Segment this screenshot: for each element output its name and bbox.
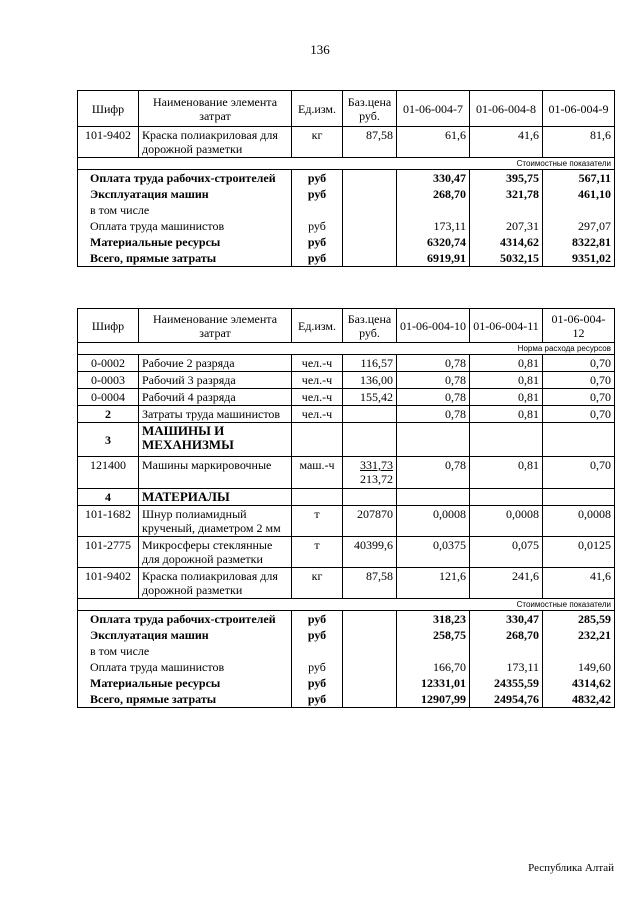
row-code: 0-0002 — [78, 355, 139, 372]
summary-block-1 — [78, 170, 615, 267]
table-row — [78, 457, 615, 489]
row-name: Краска полиакриловая для дорожной разметки — [139, 127, 292, 158]
summary-v2: 24355,59 — [470, 675, 543, 691]
summary-v1: 173,11 — [397, 218, 470, 234]
resource-table-2 — [77, 308, 615, 708]
header-col-2: 01-06-004-8 — [470, 91, 543, 127]
row-v1: 0,78 — [397, 406, 470, 423]
summary-label: Материальные ресурсы — [78, 234, 292, 250]
row-v1: 0,78 — [397, 457, 470, 489]
row-v2: 0,81 — [470, 457, 543, 489]
summary-v2: 321,78 — [470, 186, 543, 202]
summary-unit: руб — [292, 250, 343, 267]
row-code: 121400 — [78, 457, 139, 489]
summary-unit: руб — [292, 170, 343, 187]
header-code: Шифр — [78, 91, 139, 127]
summary-v3: 232,21 — [543, 627, 615, 643]
summary-v1: 268,70 — [397, 186, 470, 202]
section-heading: МАШИНЫ И МЕХАНИЗМЫ — [139, 423, 292, 457]
row-price: 136,00 — [343, 372, 397, 389]
summary-unit: руб — [292, 218, 343, 234]
row-v3: 0,0125 — [543, 537, 615, 568]
summary-v2: 395,75 — [470, 170, 543, 187]
table-row — [78, 537, 615, 568]
row-unit: чел.-ч — [292, 389, 343, 406]
header-code: Шифр — [78, 309, 139, 343]
summary-v3: 297,07 — [543, 218, 615, 234]
row-unit: чел.-ч — [292, 372, 343, 389]
summary-v2: 4314,62 — [470, 234, 543, 250]
table-row — [78, 389, 615, 406]
summary-label: Всего, прямые затраты — [78, 250, 292, 267]
summary-unit: руб — [292, 675, 343, 691]
row-v3: 0,70 — [543, 372, 615, 389]
table-row — [78, 568, 615, 599]
summary-label: Оплата труда машинистов — [78, 659, 292, 675]
row-code: 101-2775 — [78, 537, 139, 568]
row-price: 40399,6 — [343, 537, 397, 568]
row-v3: 41,6 — [543, 568, 615, 599]
row-v1: 121,6 — [397, 568, 470, 599]
header-col-1: 01-06-004-10 — [397, 309, 470, 343]
row-v1: 0,0375 — [397, 537, 470, 568]
summary-v2: 207,31 — [470, 218, 543, 234]
row-name: Затраты труда машинистов — [139, 406, 292, 423]
row-v3: 0,70 — [543, 389, 615, 406]
summary-v2: 268,70 — [470, 627, 543, 643]
section-heading: МАТЕРИАЛЫ — [139, 489, 292, 506]
header-unit: Ед.изм. — [292, 91, 343, 127]
summary-unit: руб — [292, 691, 343, 708]
row-price: 116,57 — [343, 355, 397, 372]
row-v2: 0,81 — [470, 355, 543, 372]
summary-label: в том числе — [78, 202, 292, 218]
row-code: 0-0003 — [78, 372, 139, 389]
row-price: 207870 — [343, 506, 397, 537]
summary-v1: 318,23 — [397, 611, 470, 628]
summary-unit: руб — [292, 627, 343, 643]
row-name: Машины маркировочные — [139, 457, 292, 489]
header-name: Наименование элемента затрат — [139, 309, 292, 343]
norm-label: Норма расхода ресурсов — [78, 343, 615, 355]
summary-unit: руб — [292, 234, 343, 250]
summary-v1: 6919,91 — [397, 250, 470, 267]
row-v1: 0,78 — [397, 389, 470, 406]
row-v3: 0,70 — [543, 457, 615, 489]
summary-v2: 5032,15 — [470, 250, 543, 267]
summary-v3: 567,11 — [543, 170, 615, 187]
summary-v1: 6320,74 — [397, 234, 470, 250]
summary-v2: 330,47 — [470, 611, 543, 628]
summary-label: в том числе — [78, 643, 292, 659]
table-row — [78, 506, 615, 537]
row-v3: 0,70 — [543, 406, 615, 423]
summary-v3: 4314,62 — [543, 675, 615, 691]
row-v2: 0,81 — [470, 372, 543, 389]
row-name: Краска полиакриловая для дорожной разметки — [139, 568, 292, 599]
row-v1: 61,6 — [397, 127, 470, 158]
summary-label: Оплата труда машинистов — [78, 218, 292, 234]
row-v2: 0,0008 — [470, 506, 543, 537]
row-price: 331,73 — [360, 458, 393, 472]
header-unit: Ед.изм. — [292, 309, 343, 343]
row-price: 87,58 — [343, 568, 397, 599]
summary-v3: 9351,02 — [543, 250, 615, 267]
table-row — [78, 355, 615, 372]
resource-table-1 — [77, 90, 615, 267]
row-name: Рабочий 4 разряда — [139, 389, 292, 406]
row-unit: кг — [292, 127, 343, 158]
summary-v3: 4832,42 — [543, 691, 615, 708]
summary-v1: 258,75 — [397, 627, 470, 643]
row-name: Рабочие 2 разряда — [139, 355, 292, 372]
header-col-1: 01-06-004-7 — [397, 91, 470, 127]
row-code: 3 — [78, 423, 139, 457]
row-name: Шнур полиамидный крученый, диаметром 2 мм — [139, 506, 292, 537]
summary-label: Эксплуатация машин — [78, 627, 292, 643]
summary-label: Оплата труда рабочих-строителей — [78, 611, 292, 628]
summary-v1: 166,70 — [397, 659, 470, 675]
header-price: Баз.цена руб. — [343, 309, 397, 343]
section-heading-row — [78, 423, 615, 457]
row-code: 4 — [78, 489, 139, 506]
row-v3: 0,70 — [543, 355, 615, 372]
row-unit: т — [292, 537, 343, 568]
summary-label: Оплата труда рабочих-строителей — [78, 170, 292, 187]
row-unit: чел.-ч — [292, 355, 343, 372]
summary-v3: 8322,81 — [543, 234, 615, 250]
summary-v1: 12331,01 — [397, 675, 470, 691]
row-price: 155,42 — [343, 389, 397, 406]
row-v2: 0,81 — [470, 389, 543, 406]
summary-unit: руб — [292, 611, 343, 628]
row-name: Рабочий 3 разряда — [139, 372, 292, 389]
summary-label: Материальные ресурсы — [78, 675, 292, 691]
row-unit: кг — [292, 568, 343, 599]
header-name: Наименование элемента затрат — [139, 91, 292, 127]
row-v1: 0,0008 — [397, 506, 470, 537]
row-code: 0-0004 — [78, 389, 139, 406]
header-price: Баз.цена руб. — [343, 91, 397, 127]
page-footer: Республика Алтай — [528, 862, 614, 874]
summary-v3: 461,10 — [543, 186, 615, 202]
summary-v1: 12907,99 — [397, 691, 470, 708]
table-row — [78, 127, 615, 158]
row-unit: т — [292, 506, 343, 537]
section-label: Стоимостные показатели — [78, 599, 615, 611]
header-col-2: 01-06-004-11 — [470, 309, 543, 343]
table-row — [78, 372, 615, 389]
table-row — [78, 406, 615, 423]
summary-v1: 330,47 — [397, 170, 470, 187]
page-number: 136 — [310, 42, 330, 57]
row-code: 101-9402 — [78, 568, 139, 599]
row-v2: 0,075 — [470, 537, 543, 568]
row-v2: 0,81 — [470, 406, 543, 423]
summary-unit: руб — [292, 659, 343, 675]
row-v3: 0,0008 — [543, 506, 615, 537]
row-unit: маш.-ч — [292, 457, 343, 489]
row-name: Микросферы стеклянные для дорожной разметки — [139, 537, 292, 568]
row-v1: 0,78 — [397, 372, 470, 389]
summary-block-2 — [78, 611, 615, 708]
row-v1: 0,78 — [397, 355, 470, 372]
summary-v2: 173,11 — [470, 659, 543, 675]
row-v2: 41,6 — [470, 127, 543, 158]
summary-label: Эксплуатация машин — [78, 186, 292, 202]
row-v3: 81,6 — [543, 127, 615, 158]
section-heading-row — [78, 489, 615, 506]
header-col-3: 01-06-004-9 — [543, 91, 615, 127]
row-price-secondary: 213,72 — [360, 472, 393, 486]
header-col-3: 01-06-004-12 — [543, 309, 615, 343]
row-v2: 241,6 — [470, 568, 543, 599]
row-code: 101-1682 — [78, 506, 139, 537]
summary-unit: руб — [292, 186, 343, 202]
row-unit: чел.-ч — [292, 406, 343, 423]
summary-v2: 24954,76 — [470, 691, 543, 708]
row-code: 2 — [78, 406, 139, 423]
row-price: 87,58 — [343, 127, 397, 158]
section-label: Стоимостные показатели — [78, 158, 615, 170]
summary-v3: 149,60 — [543, 659, 615, 675]
summary-label: Всего, прямые затраты — [78, 691, 292, 708]
row-code: 101-9402 — [78, 127, 139, 158]
summary-v3: 285,59 — [543, 611, 615, 628]
